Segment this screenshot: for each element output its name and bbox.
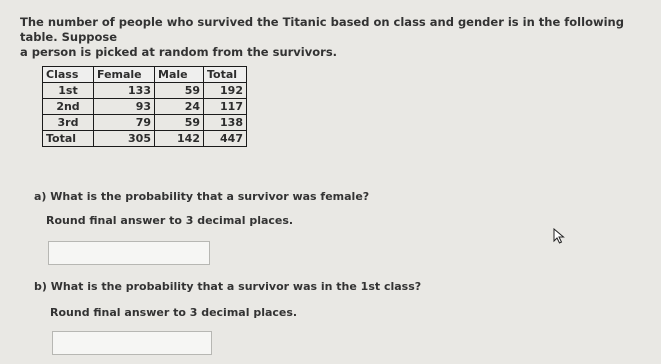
cell-male: 142 (155, 131, 204, 147)
cell-total: 138 (204, 115, 247, 131)
table-row (43, 115, 247, 131)
table-row (43, 83, 247, 99)
cell-female: 133 (94, 83, 155, 99)
cell-class: 3rd (43, 115, 94, 131)
mouse-pointer-icon (553, 228, 567, 244)
survivors-table (42, 66, 247, 147)
problem-statement (20, 15, 640, 60)
cell-total: 447 (204, 131, 247, 147)
question-b-instruction: Round final answer to 3 decimal places. (50, 306, 298, 319)
cell-male: 59 (155, 115, 204, 131)
problem-statement-line-1: The number of people who survived the Titanic based on class and gender is in the following table. Suppose (20, 15, 624, 44)
question-b-prompt: b) What is the probability that a survivor was in the 1st class? (34, 280, 422, 293)
question-a-instruction: Round final answer to 3 decimal places. (46, 214, 294, 227)
cell-class: Total (43, 131, 94, 147)
cell-total: 117 (204, 99, 247, 115)
cell-class: 2nd (43, 99, 94, 115)
answer-input-a[interactable] (48, 241, 210, 265)
question-a-prompt: a) What is the probability that a survivor was female? (34, 190, 370, 203)
table-header-row (43, 67, 247, 83)
header-class: Class (43, 67, 94, 83)
header-male: Male (155, 67, 204, 83)
table-row (43, 131, 247, 147)
cell-female: 79 (94, 115, 155, 131)
problem-statement-line-2: a person is picked at random from the survivors. (20, 45, 338, 59)
cell-male: 24 (155, 99, 204, 115)
cell-female: 93 (94, 99, 155, 115)
header-female: Female (94, 67, 155, 83)
table-row (43, 99, 247, 115)
cell-female: 305 (94, 131, 155, 147)
answer-input-b[interactable] (52, 331, 212, 355)
cell-total: 192 (204, 83, 247, 99)
cell-class: 1st (43, 83, 94, 99)
cell-male: 59 (155, 83, 204, 99)
header-total: Total (204, 67, 247, 83)
